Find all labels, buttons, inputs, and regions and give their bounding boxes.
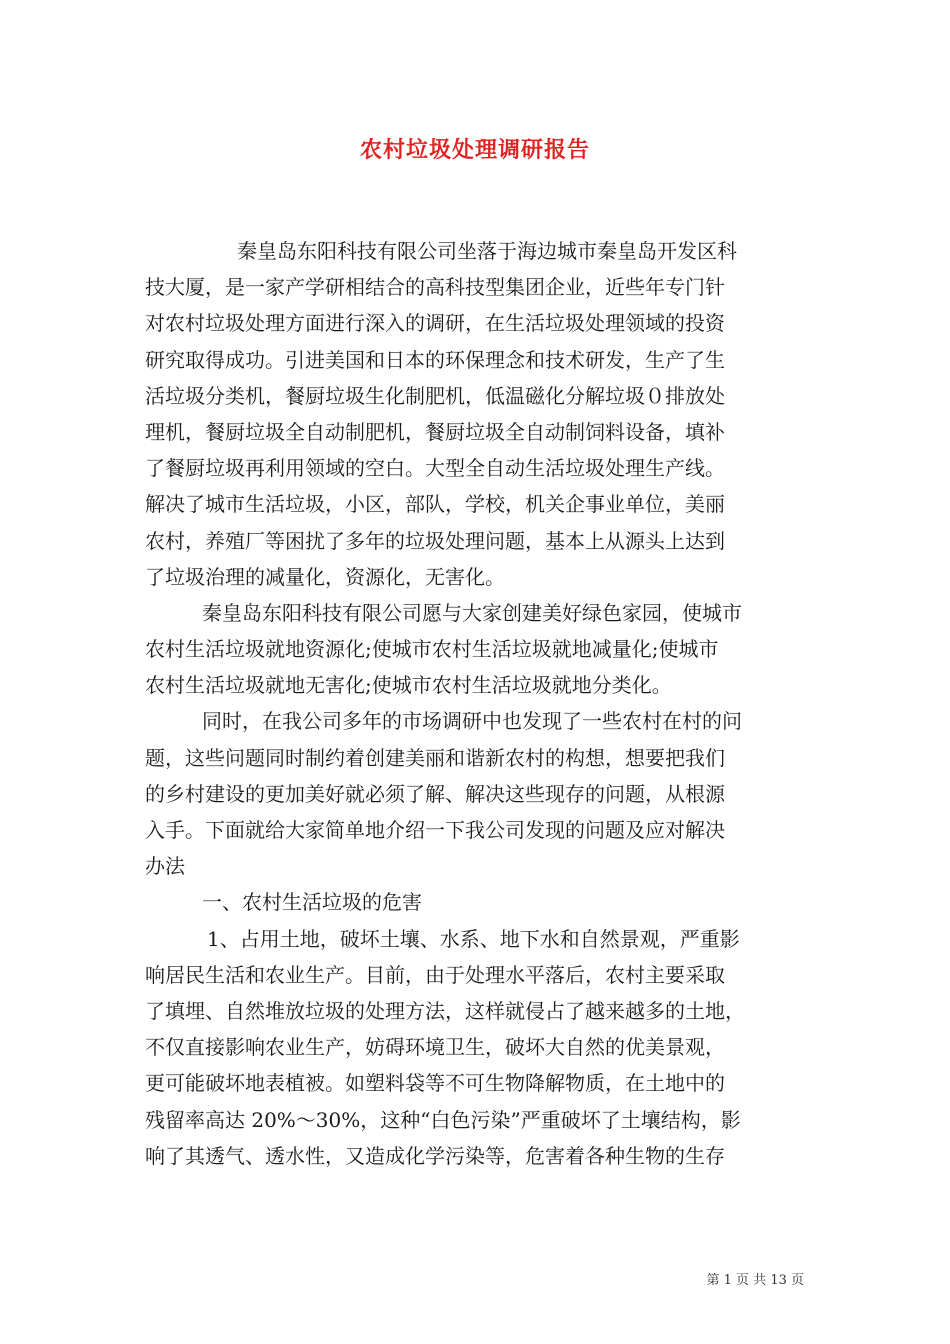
body-line: 农村生活垃圾就地资源化;使城市农村生活垃圾就地减量化;使城市 — [145, 637, 719, 662]
body-line: 了垃圾治理的减量化，资源化，无害化。 — [145, 564, 505, 589]
body-line: 同时，在我公司多年的市场调研中也发现了一些农村在村的问 — [202, 709, 742, 734]
body-line: 农村，养殖厂等困扰了多年的垃圾处理问题，基本上从源头上达到 — [145, 528, 725, 553]
body-line: 秦皇岛东阳科技有限公司坐落于海边城市秦皇岛开发区科 — [237, 239, 737, 263]
body-line: 了填埋、自然堆放垃圾的处理方法，这样就侵占了越来越多的土地， — [145, 998, 745, 1023]
page-number: 第 1 页 共 13 页 — [706, 1273, 804, 1288]
body-line: 题，这些问题同时制约着创建美丽和谐新农村的构想，想要把我们 — [145, 745, 725, 770]
body-line: 活垃圾分类机，餐厨垃圾生化制肥机，低温磁化分解垃圾０排放处 — [145, 383, 725, 408]
body-line: 解决了城市生活垃圾，小区，部队，学校，机关企事业单位，美丽 — [145, 492, 725, 517]
body-line: 农村生活垃圾就地无害化;使城市农村生活垃圾就地分类化。 — [145, 673, 672, 698]
body-line: 入手。下面就给大家简单地介绍一下我公司发现的问题及应对解决 — [145, 818, 725, 842]
body-line: 的乡村建设的更加美好就必须了解、解决这些现存的问题，从根源 — [145, 781, 725, 806]
body-line: 更可能破坏地表植被。如塑料袋等不可生物降解物质，在土地中的 — [145, 1071, 725, 1096]
body-line: 研究取得成功。引进美国和日本的环保理念和技术研发，生产了生 — [145, 347, 725, 372]
body-line: 响了其透气、透水性，又造成化学污染等，危害着各种生物的生存 — [145, 1143, 725, 1168]
body-line: 对农村垃圾处理方面进行深入的调研，在生活垃圾处理领域的投资 — [145, 311, 725, 336]
body-line: 不仅直接影响农业生产，妨碍环境卫生，破坏大自然的优美景观， — [145, 1035, 725, 1060]
body-line: 办法 — [145, 854, 185, 879]
body-line: 理机，餐厨垃圾全自动制肥机，餐厨垃圾全自动制饲料设备，填补 — [145, 419, 725, 444]
body-line: 秦皇岛东阳科技有限公司愿与大家创建美好绿色家园，使城市 — [202, 600, 742, 625]
body-line: 1、占用土地，破坏土壤、水系、地下水和自然景观，严重影 — [207, 926, 740, 951]
body-line: 响居民生活和农业生产。目前，由于处理水平落后，农村主要采取 — [145, 962, 725, 987]
document-title: 农村垃圾处理调研报告 — [359, 137, 590, 163]
document-body — [145, 233, 815, 1174]
body-line: 残留率高达 20%～30%，这种“白色污染”严重破坏了土壤结构，影 — [145, 1107, 741, 1132]
body-line: 了餐厨垃圾再利用领域的空白。大型全自动生活垃圾处理生产线。 — [145, 456, 725, 481]
body-line: 技大厦，是一家产学研相结合的高科技型集团企业，近些年专门针 — [145, 275, 725, 300]
section-heading: 一、农村生活垃圾的危害 — [202, 890, 422, 915]
